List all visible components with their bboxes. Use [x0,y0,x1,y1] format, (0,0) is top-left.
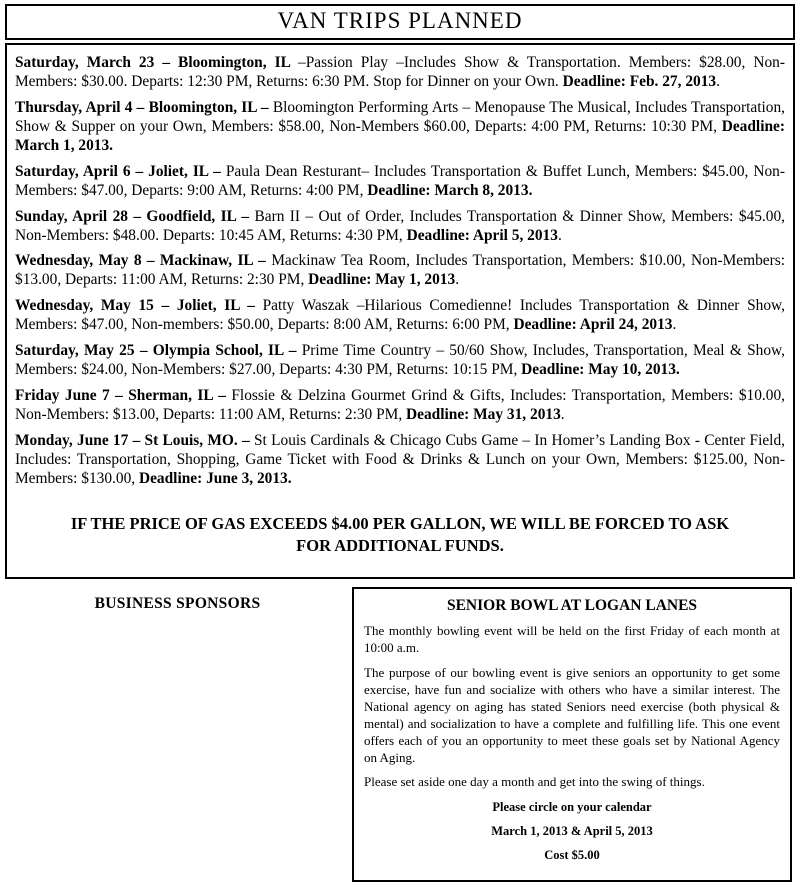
trip-text: Patty Waszak –Hilarious Comedienne! Includes Transportation & Dinner Show, Members: $47.00, Non-members: $50.00, Departs: 8:00 AM, Returns: 6:00 PM, [15,297,785,334]
trip-bold-text: Friday June 7 – Sherman, IL – [15,387,232,405]
trip-text: St Louis Cardinals & Chicago Cubs Game – In Homer’s Landing Box - Center Field, Includes: Transportation, Shopping, Game Ticket with Food & Drinks & Lunch on your Own, Members: $125.00, Non-Members: $130.00, [15,431,785,487]
trip-text: Flossie & Delzina Gourmet Grind & Gifts, Includes: Transportation, Members: $10.00, Non-Members: $13.00, Departs: 11:00 AM, Returns: 2:30 PM, [15,387,786,423]
trip-bold-text: Deadline: April 5, 2013 [406,226,558,244]
senior-bowl-paragraph: The monthly bowling event will be held on the first Friday of each month at 10:00 a.m. [364,623,780,656]
trip-bold-text: Saturday, April 6 – Joliet, IL – [15,162,226,180]
trip-bold-text: Deadline: May 31, 2013 [406,406,561,423]
trip-bold-text: Saturday, May 25 – Olympia School, IL – [15,342,302,360]
trip-entry [15,387,785,425]
bottom-section [5,587,795,882]
trip-text: –Passion Play –Includes Show & Transportation. Members: $28.00, Non-Members: $30.00. Departs: 12:30 PM, Returns: 6:30 PM. Stop for Dinner on your Own. [15,54,785,90]
trip-bold-text: Deadline: Feb. 27, 2013 [562,72,717,90]
trip-bold-text: Deadline: June 3, 2013. [138,469,292,487]
trip-text: . [716,72,720,90]
trip-entry [15,163,785,201]
senior-bowl-title: SENIOR BOWL AT LOGAN LANES [446,597,698,615]
trip-entry [15,252,785,290]
trip-bold-text: Saturday, March 23 – Bloomington, IL [15,54,299,71]
trip-bold-text: Deadline: March 8, 2013. [367,181,533,199]
trip-bold-text: Deadline: April 24, 2013 [513,316,673,334]
senior-bowl-centered-line: March 1, 2013 & April 5, 2013 [491,824,653,839]
page-title: VAN TRIPS PLANNED [277,8,523,33]
senior-bowl-paragraph: The purpose of our bowling event is give seniors an opportunity to get some exercise, have fun and socialize with others who have a similar interest. The National agency on aging has stated Seniors need exercise (both physical & mental) and socialization to have a complete and fulfilling life. This one event offers each of you an opportunity to meet these goals set by National Agency on Aging. [364,665,780,765]
page-title-box [5,4,795,40]
trip-bold-text: Wednesday, May 15 – Joliet, IL – [15,297,263,315]
trip-entry [15,432,785,489]
senior-bowl-centered-lines [364,800,780,863]
trip-bold-text: Thursday, April 4 – Bloomington, IL – [15,98,273,116]
trip-entry [15,54,785,92]
senior-bowl-centered-line: Cost $5.00 [544,848,600,863]
trip-text: . [672,316,677,334]
trip-text: Paula Dean Resturant– Includes Transportation & Buffet Lunch, Members: $45.00, Non-Members: $47.00, Departs: 9:00 AM, Returns: 4:00 PM, [15,162,785,199]
trip-bold-text: Monday, June 17 – St Louis, MO. – [15,431,254,449]
trip-entry [15,297,785,335]
trip-bold-text: Deadline: May 10, 2013. [521,361,680,379]
trip-text: . [557,226,562,244]
trip-entry [15,99,785,156]
senior-bowl-paragraph: Please set aside one day a month and get into the swing of things. [364,774,705,790]
trip-text: Prime Time Country – 50/60 Show, Includes, Transportation, Meal & Show, Members: $24.00, Non-Members: $27.00, Departs: 4:30 PM, Returns: 10:15 PM, [15,342,785,379]
trip-bold-text: Deadline: March 1, 2013. [15,117,785,154]
trip-entry [15,342,785,380]
trip-entry [15,208,785,246]
trip-text: Mackinaw Tea Room, Includes Transportation, Members: $10.00, Non-Members: $13.00, Departs: 11:00 AM, Returns: 2:30 PM, [15,252,786,289]
senior-bowl-paragraphs [364,623,780,791]
trip-bold-text: Wednesday, May 8 – Mackinaw, IL – [15,252,272,270]
senior-bowl-centered-line: Please circle on your calendar [492,800,652,815]
trip-bold-text: Deadline: May 1, 2013 [308,271,456,289]
trip-list [15,54,785,489]
van-trips-box [5,43,795,579]
business-sponsors-column [5,587,350,613]
trip-text: . [455,271,460,289]
gas-warning-text: IF THE PRICE OF GAS EXCEEDS $4.00 PER GALLON, WE WILL BE FORCED TO ASK FOR ADDITIONAL FUNDS. [70,513,730,556]
business-sponsors-heading: BUSINESS SPONSORS [94,595,261,613]
trip-text: Barn II – Out of Order, Includes Transportation & Dinner Show, Members: $45.00, Non-Members: $48.00. Departs: 10:45 AM, Returns: 4:30 PM, [15,207,785,244]
trip-text: Bloomington Performing Arts – Menopause The Musical, Includes Transportation, Show & Supper on your Own, Members: $58.00, Non-Members $60.00, Departs: 4:00 PM, Returns: 10:30 PM, [15,98,785,135]
senior-bowl-box [352,587,792,882]
trip-bold-text: Sunday, April 28 – Goodfield, IL – [15,207,255,225]
trip-text: . [560,406,565,423]
